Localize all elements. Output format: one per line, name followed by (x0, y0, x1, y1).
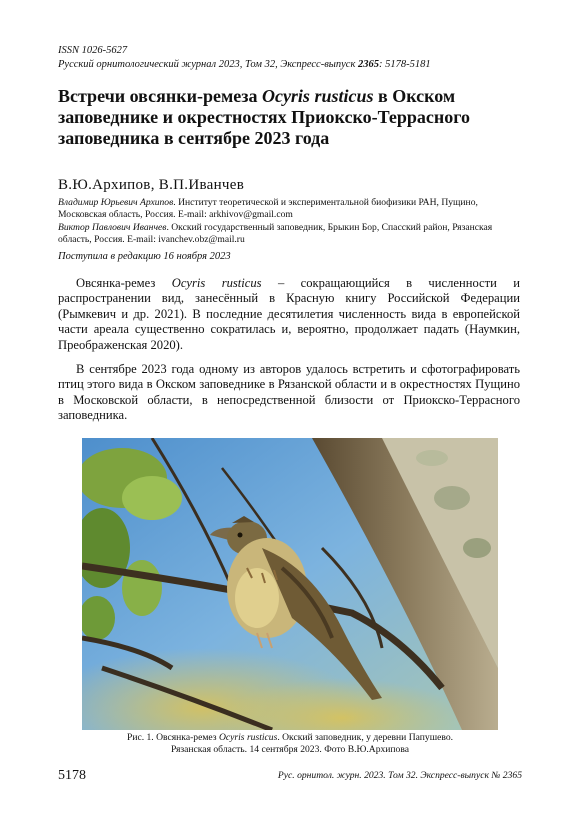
journal-line (58, 58, 431, 71)
title-species: Ocyris rusticus (261, 86, 374, 106)
page-range: : 5178-5181 (379, 59, 431, 70)
issue-number: 2365 (358, 59, 379, 70)
caption-species: Ocyris rusticus (218, 732, 278, 743)
title-text-cont: в Окском заповеднике и окрестностях Приокско-Террасного заповедника в сентябре 2023 года (58, 86, 470, 148)
paragraph-intro (58, 276, 520, 353)
page-number: 5178 (58, 768, 86, 783)
authors: В.Ю.Архипов, В.П.Иванчев (58, 177, 245, 193)
issn: ISSN 1026-5627 (58, 45, 128, 56)
bird-photo-illustration (82, 438, 498, 730)
bird-photo (82, 438, 498, 730)
journal-name: Русский орнитологический журнал 2023, Том 32, Экспресс-выпуск (58, 59, 358, 70)
running-footer: Рус. орнитол. журн. 2023. Том 32. Экспресс-выпуск № 2365 (277, 770, 522, 781)
affiliation-author: Виктор Павлович Иванчев (58, 222, 167, 233)
figure-caption (58, 732, 522, 757)
para-text-cont: – сокращающийся в численности и распространении вид, занесённый в Красную книгу Российской Федерации (Рымкевич и др. 2021). В последние десятилетия численность вида в европейской части ареала существенно сократилась и, вероятно, продолжает падать (Наумкин, Преображенская 2020). (58, 276, 520, 352)
affiliation-2 (58, 222, 528, 247)
para-text: Овсянка-ремез (76, 276, 172, 290)
caption-text-cont: . Окский заповедник, у деревни Папушево. (277, 732, 454, 743)
caption-text: Рис. 1. Овсянка-ремез (126, 732, 219, 743)
affiliation-text: . Окский государственный заповедник, Брыкин Бор, Спасский район, Рязанская область, Россия. E-mail: ivanchev.obz@mail.ru (58, 222, 493, 246)
affiliation-text: . Институт теоретической и экспериментальной биофизики РАН, Пущино, Московская область, Россия. E-mail: arkhivov@gmail.com (58, 197, 478, 221)
paragraph-observation: В сентябре 2023 года одному из авторов удалось встретить и сфотографировать птиц этого вида в Окском заповеднике в Рязанской области и в окрестностях Пущино в Московской области, в непосредственной близости от Приокско-Террасного заповедника. (58, 362, 520, 423)
affiliation-author: Владимир Юрьевич Архипов (58, 197, 174, 208)
caption-line-1 (58, 732, 522, 744)
affiliation-1 (58, 197, 528, 222)
title-text: Встречи овсянки-ремеза (58, 86, 262, 106)
article-title (58, 86, 508, 149)
received-date: Поступила в редакцию 16 ноября 2023 (58, 251, 231, 262)
caption-line-2: Рязанская область. 14 сентября 2023. Фото В.Ю.Архипова (170, 744, 410, 756)
para-species: Ocyris rusticus (171, 276, 262, 290)
